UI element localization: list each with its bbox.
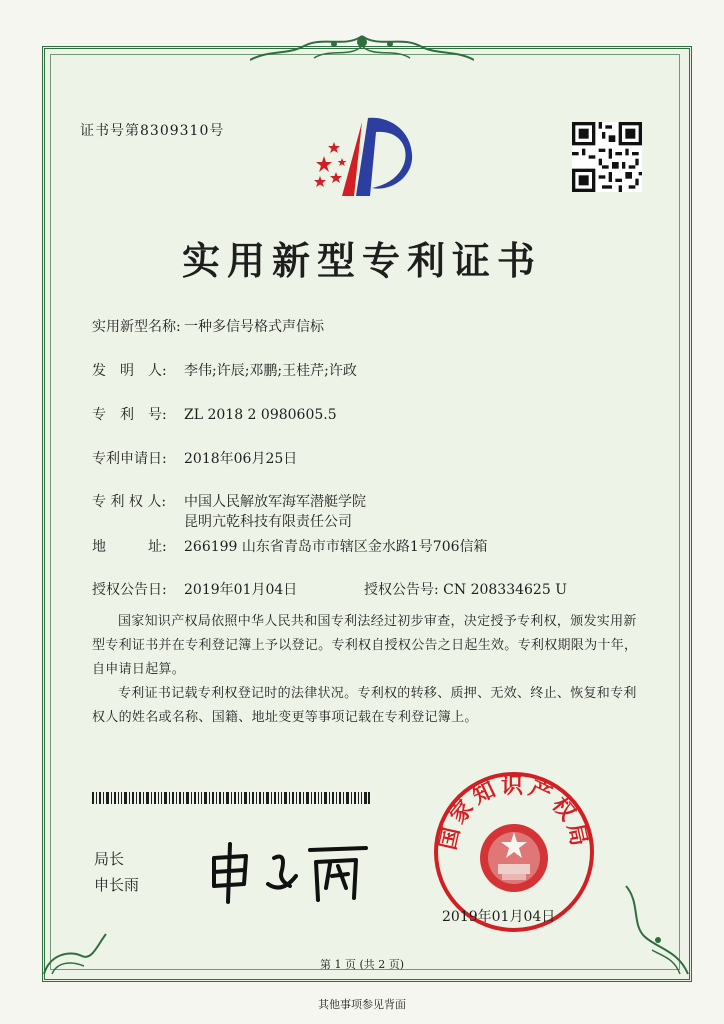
inventor-row xyxy=(92,364,357,378)
patent-number-label: 专 利 号: xyxy=(92,407,167,423)
grant-date-label: 授权公告日: xyxy=(92,582,167,598)
seal-date: 2019年01月04日 xyxy=(442,909,556,925)
top-ornament xyxy=(250,30,474,72)
national-emblem-icon xyxy=(480,824,548,892)
address-value: 266199 山东省青岛市市辖区金水路1号706信箱 xyxy=(184,539,488,555)
back-side-note: 其他事项参见背面 xyxy=(318,998,406,1011)
patent-number-row xyxy=(92,408,337,422)
grant-date-value: 2019年01月04日 xyxy=(184,582,298,598)
page-number: 第 1 页 (共 2 页) xyxy=(319,958,405,971)
qr-code xyxy=(572,122,642,192)
utility-model-name-row xyxy=(92,320,324,334)
certificate-number: 证书号第8309310号 xyxy=(80,123,225,139)
grant-number-value: CN 208334625 U xyxy=(443,582,567,598)
body-paragraph-2: 专利证书记载专利权登记时的法律状况。专利权的转移、质押、无效、终止、恢复和专利权人的姓名或名称、国籍、地址变更等事项记载在专利登记簿上。 xyxy=(92,686,637,725)
patent-number-value: ZL 2018 2 0980605.5 xyxy=(184,407,337,423)
handwritten-signature xyxy=(206,840,374,906)
grant-date-row xyxy=(92,583,297,597)
patent-office-logo xyxy=(312,112,416,202)
application-date-row xyxy=(92,452,297,466)
application-date-value: 2018年06月25日 xyxy=(184,451,298,467)
application-date-label: 专利申请日: xyxy=(92,451,167,467)
body-paragraph-1: 国家知识产权局依照中华人民共和国专利法经过初步审查，决定授予专利权，颁发实用新型专利证书并在专利登记簿上予以登记。专利权自授权公告之日起生效。专利权期限为十年，自申请日起算。 xyxy=(92,614,638,677)
patentee-value-2: 昆明亢乾科技有限责任公司 xyxy=(184,514,352,530)
inventor-value: 李伟;许辰;邓鹏;王桂芹;许政 xyxy=(184,363,357,379)
patentee-value-1: 中国人民解放军海军潜艇学院 xyxy=(184,494,366,510)
seal-text: 国家知识产权局 xyxy=(435,772,593,853)
address-row xyxy=(92,540,488,554)
certificate-title: 实用新型专利证书 xyxy=(181,238,542,283)
patentee-row xyxy=(92,495,366,509)
grant-number-row xyxy=(364,583,567,597)
inventor-label: 发 明 人: xyxy=(92,363,167,379)
director-title: 局长 xyxy=(94,850,125,868)
patentee-label: 专 利 权 人: xyxy=(92,494,167,510)
address-label: 地 址: xyxy=(92,539,167,555)
director-name: 申长雨 xyxy=(94,876,140,894)
barcode xyxy=(92,792,370,804)
utility-model-name-value: 一种多信号格式声信标 xyxy=(184,319,324,335)
utility-model-name-label: 实用新型名称: xyxy=(92,319,181,335)
grant-number-label: 授权公告号: xyxy=(364,582,439,598)
